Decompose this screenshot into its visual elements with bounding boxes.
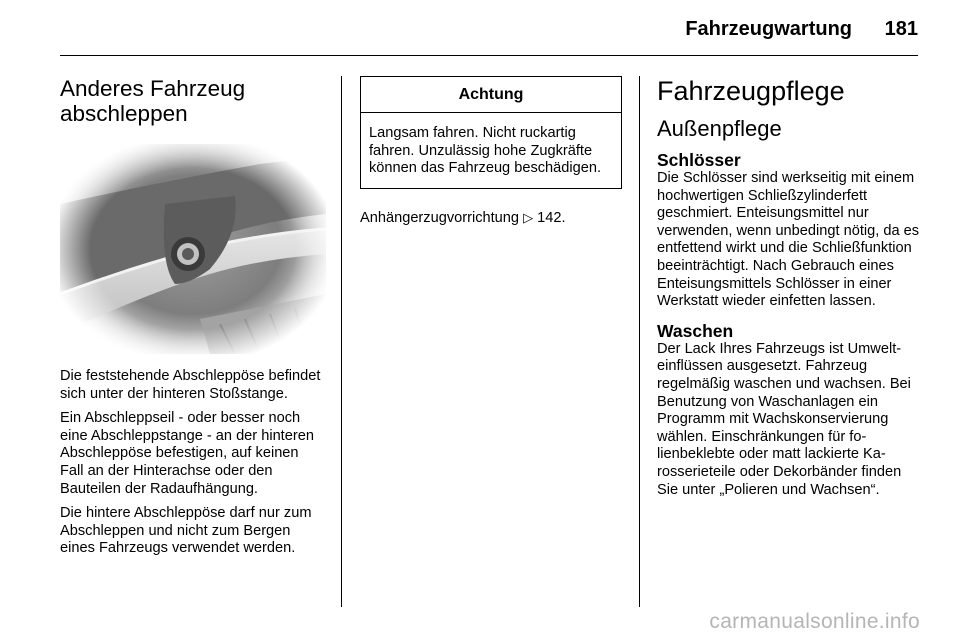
section-title-towing: [60, 76, 326, 126]
paragraph-3: Die hintere Abschleppöse darf nur zum Abschleppen und nicht zum Bergen eines Fahrzeugs verwendet werden.: [60, 505, 312, 557]
column-2: [360, 76, 622, 227]
header-divider: [60, 55, 918, 56]
column-3: [657, 76, 923, 509]
header-section-title: Fahrzeugwartung: [685, 18, 852, 40]
reference-label: Anhängerzugvorrichtung: [360, 209, 520, 226]
locks-paragraph: Die Schlösser sind werkseitig mit einem hochwertigen Schließzylinderfett geschmiert. Enteisungsmittel nur verwenden, wenn unbedingt nötig, da es entfettend wirkt und die Schließfunktion beeinträchtigt. Nach Gebrauch eines Enteisungsmittels Schlösser in einer Werkstatt wieder einfetten lassen.: [657, 170, 920, 310]
page-header: [0, 0, 960, 56]
caution-title: Achtung: [361, 77, 621, 113]
section-title-care: Fahrzeugpflege: [657, 76, 845, 106]
column-1: [60, 76, 326, 565]
heading-locks: Schlösser: [657, 150, 741, 170]
caution-box: [360, 76, 622, 189]
heading-washing: Waschen: [657, 320, 734, 341]
towing-eye-photo: [60, 144, 326, 354]
column-divider-2: [639, 76, 640, 607]
page-reference-icon: ▷: [523, 209, 534, 225]
watermark: carmanualsonline.info: [709, 610, 920, 633]
paragraph-1: Die feststehende Abschleppöse befindet sich unter der hinteren Stoßstange.: [60, 368, 321, 402]
header-page-number: 181: [884, 18, 918, 40]
title-line-1: Anderes Fahrzeug: [60, 76, 246, 101]
cross-reference: [360, 209, 622, 228]
title-line-2: abschleppen: [60, 101, 188, 126]
paragraph-2: Ein Abschleppseil - oder besser noch eine Abschleppstange - an der hinteren Abschleppöse befestigen, auf keinen Fall an der Hinterachse oder den Bauteilen der Radaufhängung.: [60, 410, 314, 497]
caution-text: Langsam fahren. Nicht ruckartig fahren. Unzulässig hohe Zugkräfte können das Fahrzeug beschädigen.: [369, 125, 602, 177]
column-divider-1: [341, 76, 342, 607]
subsection-title-exterior: Außenpflege: [657, 116, 782, 141]
washing-paragraph: Der Lack Ihres Fahrzeugs ist Umwelteinflüssen ausgesetzt. Fahrzeug regelmäßig waschen und wachsen. Bei Benutzung von Waschanlagen ein Programm mit Wachskonservierung wählen. Einschränkungen für folienbeklebte oder matt lackierte Karosserieteile oder Dekorbänder finden Sie unter „Polieren und Wachsen“.: [657, 340, 911, 498]
reference-page: 142.: [537, 209, 566, 226]
